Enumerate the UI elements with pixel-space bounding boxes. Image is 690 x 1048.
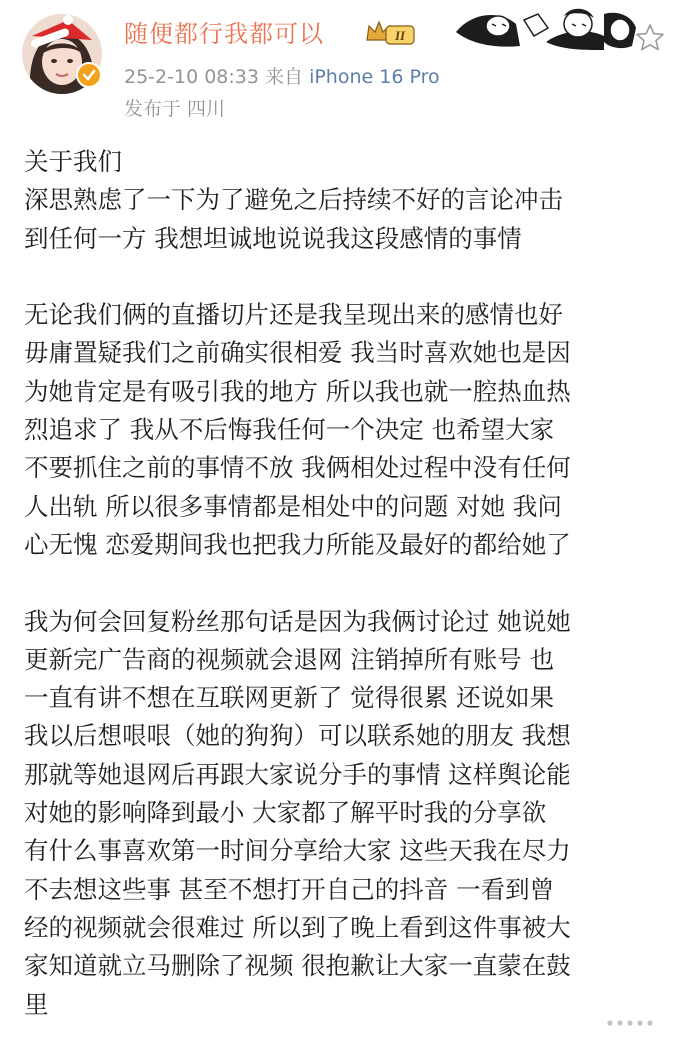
timestamp: 25-2-10 08:33 bbox=[124, 66, 259, 88]
username[interactable]: 随便都行我都可以 bbox=[124, 20, 324, 48]
post-meta bbox=[124, 62, 440, 89]
card-decoration-sticker bbox=[454, 2, 640, 52]
post-text-line: 烈追求了 我从不后悔我任何一个决定 也希望大家 bbox=[24, 415, 555, 445]
post-text-line: 不要抓住之前的事情不放 我俩相处过程中没有任何 bbox=[24, 453, 571, 483]
post-text-line: 人出轨 所以很多事情都是相处中的问题 对她 我问 bbox=[24, 491, 562, 521]
post-text-line: 不去想这些事 甚至不想打开自己的抖音 一看到曾 bbox=[24, 874, 555, 904]
post-text-line: 关于我们 bbox=[24, 147, 122, 176]
post-text-line: 为她肯定是有吸引我的地方 所以我也就一腔热血热 bbox=[24, 376, 571, 406]
verified-badge-icon bbox=[76, 62, 102, 88]
paragraph-gap bbox=[24, 564, 669, 602]
post-text-line: 到任何一方 我想坦诚地说说我这段感情的事情 bbox=[24, 223, 522, 253]
paragraph-gap bbox=[24, 258, 669, 296]
post-text-line: 那就等她退网后再跟大家说分手的事情 这样舆论能 bbox=[24, 759, 571, 789]
more-dots-icon[interactable] bbox=[602, 1012, 662, 1034]
vip-crown-badge-icon[interactable] bbox=[364, 18, 416, 48]
post-body bbox=[24, 143, 669, 1024]
post-text-line: 对她的影响降到最小 大家都了解平时我的分享欲 bbox=[24, 798, 547, 828]
post-text-line: 一直有讲不想在互联网更新了 觉得很累 还说如果 bbox=[24, 683, 555, 713]
post-text-line: 更新完广告商的视频就会退网 注销掉所有账号 也 bbox=[24, 644, 555, 674]
post-text-line: 我为何会回复粉丝那句话是因为我俩讨论过 她说她 bbox=[24, 606, 571, 636]
post-text-line: 心无愧 恋爱期间我也把我力所能及最好的都给她了 bbox=[24, 529, 571, 559]
post-text-line: 家知道就立马删除了视频 很抱歉让大家一直蒙在鼓 bbox=[24, 951, 571, 981]
post-text-line: 里 bbox=[24, 989, 49, 1019]
vip-badge-text: II bbox=[394, 28, 406, 43]
location: 发布于 四川 bbox=[124, 98, 226, 120]
post-text-line: 无论我们俩的直播切片还是我呈现出来的感情也好 bbox=[24, 300, 563, 330]
device-link[interactable]: iPhone 16 Pro bbox=[309, 66, 440, 88]
post-text-line: 深思熟虑了一下为了避免之后持续不好的言论冲击 bbox=[24, 185, 563, 215]
post-text-line: 我以后想哏哏（她的狗狗）可以联系她的朋友 我想 bbox=[24, 721, 571, 751]
star-outline-icon[interactable] bbox=[634, 22, 666, 54]
source-prefix: 来自 bbox=[265, 66, 304, 88]
post-text-line: 有什么事喜欢第一时间分享给大家 这些天我在尽力 bbox=[24, 836, 571, 866]
post-text-line: 毋庸置疑我们之前确实很相爱 我当时喜欢她也是因 bbox=[24, 338, 571, 368]
post-header bbox=[0, 0, 690, 130]
post-text-line: 经的视频就会很难过 所以到了晚上看到这件事被大 bbox=[24, 912, 571, 942]
